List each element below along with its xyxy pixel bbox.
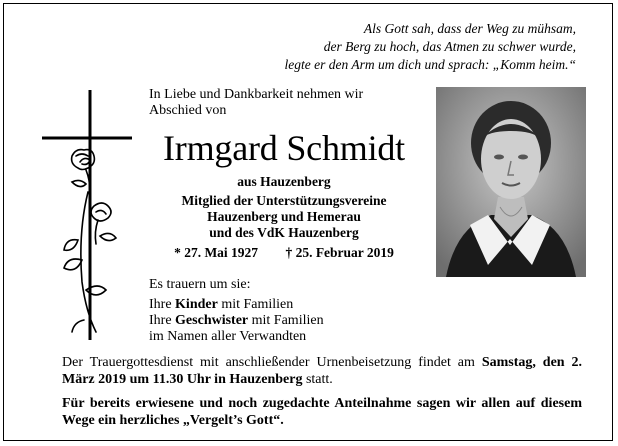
death-date: † 25. Februar 2019 xyxy=(285,245,394,260)
mourners-row-1-prefix: Ihre xyxy=(149,297,176,312)
poem-line-3: legte er den Arm um dich und sprach: „Komm heim.“ xyxy=(284,57,576,72)
mourners-row-2-suffix: mit Familien xyxy=(248,313,324,328)
life-dates xyxy=(134,245,434,261)
mourners-heading: Es trauern um sie: xyxy=(149,277,251,292)
mourners-row-1-suffix: mit Familien xyxy=(217,297,294,312)
deceased-name: Irmgard Schmidt xyxy=(163,128,405,168)
thanks-notice: Für bereits erwiesene und noch zugedachte Anteilnahme sagen wir allen auf diesem Wege ein herzliches „Vergelt’s Gott“. xyxy=(62,396,582,428)
intro-line-1: In Liebe und Dankbarkeit nehmen wir xyxy=(149,87,364,102)
cross-icon xyxy=(42,90,132,340)
mourners xyxy=(149,277,429,345)
service-notice xyxy=(62,354,582,388)
obituary-frame xyxy=(3,3,613,441)
membership xyxy=(134,193,434,241)
intro-line-2: Abschied von xyxy=(149,103,227,118)
mourners-row-2-bold: Geschwister xyxy=(175,313,249,328)
mourners-row-2 xyxy=(149,313,429,329)
service-date: Samstag, den 2. März 2019 um 11.30 Uhr in Hauzenberg xyxy=(62,355,582,387)
intro-text xyxy=(149,87,419,119)
service-suffix: statt. xyxy=(302,372,333,387)
mourners-row-1 xyxy=(149,297,429,313)
membership-line-2: Hauzenberg und Hemerau xyxy=(207,209,361,224)
poem-line-1: Als Gott sah, dass der Weg zu mühsam, xyxy=(363,21,576,36)
poem-line-2: der Berg zu hoch, das Atmen zu schwer wurde, xyxy=(323,39,576,54)
mourners-row-2-prefix: Ihre xyxy=(149,313,176,328)
deceased-origin: aus Hauzenberg xyxy=(237,174,331,189)
poem xyxy=(156,20,576,74)
birth-date: * 27. Mai 1927 xyxy=(174,245,259,260)
service-text: Der Trauergottesdienst mit anschließender Urnenbeisetzung findet am xyxy=(62,355,482,370)
portrait-photo xyxy=(436,87,586,277)
membership-line-1: Mitglied der Unterstützungsvereine xyxy=(181,193,387,208)
membership-line-3: und des VdK Hauzenberg xyxy=(209,225,359,240)
mourners-row-1-bold: Kinder xyxy=(175,297,218,312)
mourners-row-3: im Namen aller Verwandten xyxy=(149,329,307,344)
